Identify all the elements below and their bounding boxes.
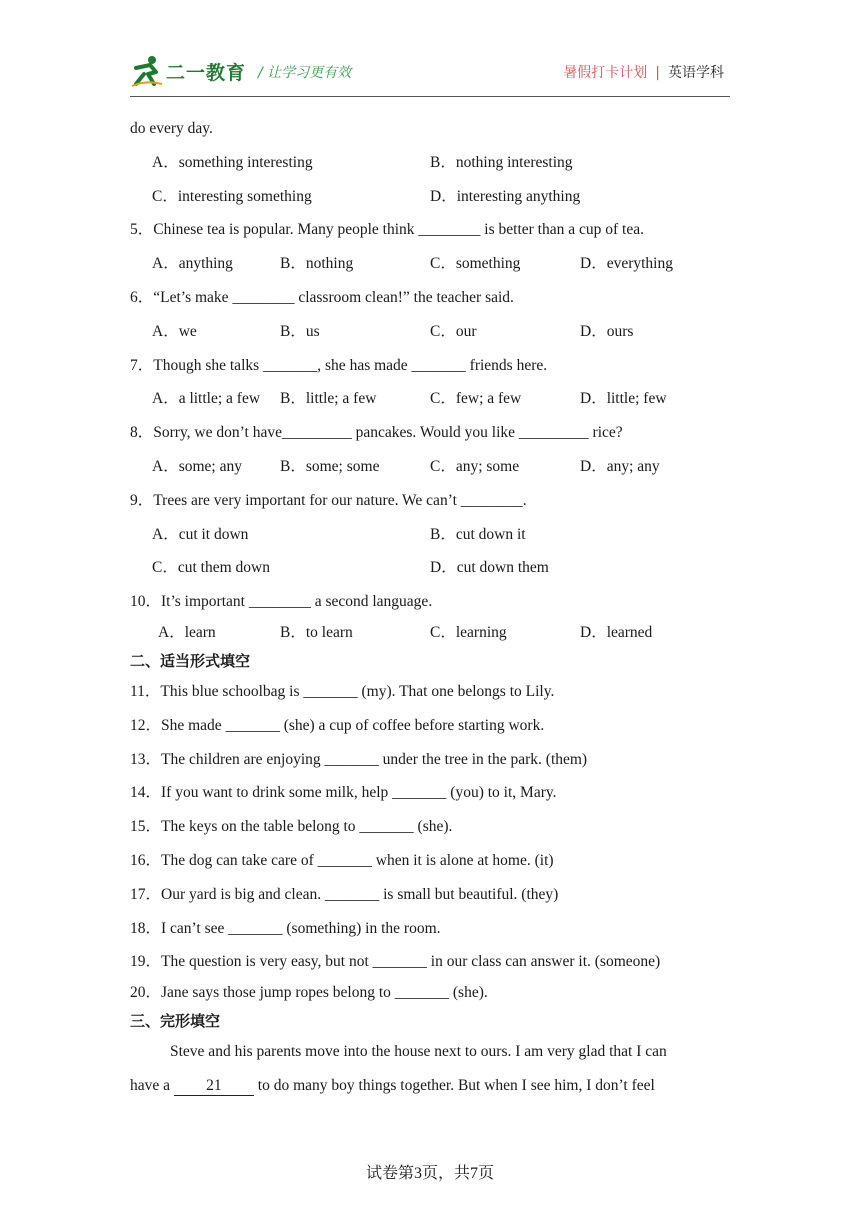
fill-question: 15．The keys on the table belong to _______ (she). <box>130 818 453 836</box>
option: C．something <box>430 255 521 273</box>
cloze-line-2 <box>130 1069 740 1103</box>
option: B．to learn <box>280 623 353 641</box>
option: D．any; any <box>580 457 660 475</box>
option: B．us <box>280 322 320 340</box>
question-10: 10．It’s important ________ a second language. <box>130 593 433 611</box>
option: A．something interesting <box>152 153 313 171</box>
fill-question: 12．She made _______ (she) a cup of coffee before starting work. <box>130 716 545 734</box>
question-5: 5．Chinese tea is popular. Many people think ________ is better than a cup of tea. <box>130 221 644 239</box>
question-7-options <box>130 382 740 416</box>
option: D．learned <box>580 623 653 641</box>
option: B．little; a few <box>280 390 377 408</box>
brand-name: 二一教育 <box>166 61 247 84</box>
question-10-options <box>130 619 740 647</box>
option: D．interesting anything <box>430 187 581 205</box>
option: C．few; a few <box>430 390 522 408</box>
cloze-line-1: Steve and his parents move into the house next to ours. I am very glad that I can <box>170 1043 667 1061</box>
option: D．little; few <box>580 390 667 408</box>
header-separator: | <box>655 65 660 81</box>
option: D．everything <box>580 255 673 273</box>
header-right <box>563 62 724 82</box>
option: B．some; some <box>280 457 380 475</box>
cloze-text: to do many boy things together. But when I see him, I don’t feel <box>253 1076 655 1094</box>
question-9: 9．Trees are very important for our nature. We can’t ________. <box>130 491 527 509</box>
question-4-options-row1 <box>130 146 740 180</box>
question-5-options <box>130 247 740 281</box>
option: C．our <box>430 322 477 340</box>
question-8: 8．Sorry, we don’t have_________ pancakes. Would you like _________ rice? <box>130 424 623 442</box>
section-2-title: 二、适当形式填空 <box>130 651 251 670</box>
option: D．cut down them <box>430 559 549 577</box>
question-6: 6．“Let’s make ________ classroom clean!” the teacher said. <box>130 288 514 306</box>
cloze-text: have a <box>130 1076 174 1094</box>
plan-label: 暑假打卡计划 <box>563 65 648 81</box>
option: C．learning <box>430 623 507 641</box>
option: B．cut down it <box>430 525 526 543</box>
logo <box>130 54 246 88</box>
option: D．ours <box>580 322 634 340</box>
fill-question: 17．Our yard is big and clean. _______ is small but beautiful. (they) <box>130 885 559 903</box>
option: A．some; any <box>152 457 242 475</box>
fill-question: 13．The children are enjoying _______ under the tree in the park. (them) <box>130 750 588 768</box>
fill-question: 19．The question is very easy, but not _______ in our class can answer it. (someone) <box>130 953 661 971</box>
option: C．cut them down <box>152 559 270 577</box>
slogan: / 让学习更有效 <box>258 65 352 81</box>
question-4-stem-end: do every day. <box>130 120 213 137</box>
question-9-options-row2 <box>130 551 740 585</box>
fill-question: 16．The dog can take care of _______ when it is alone at home. (it) <box>130 851 554 869</box>
option: C．any; some <box>430 457 520 475</box>
option: A．anything <box>152 255 233 273</box>
fill-question: 20．Jane says those jump ropes belong to _______ (she). <box>130 984 488 1002</box>
option: A．a little; a few <box>152 390 261 408</box>
page-header <box>130 52 730 96</box>
header-divider <box>130 96 730 97</box>
option: A．learn <box>158 623 216 641</box>
question-4-options-row2 <box>130 180 740 214</box>
question-6-options <box>130 315 740 349</box>
fill-question: 14．If you want to drink some milk, help _______ (you) to it, Mary. <box>130 784 557 802</box>
fill-question: 18．I can’t see _______ (something) in the room. <box>130 919 441 937</box>
fill-question: 11．This blue schoolbag is _______ (my). That one belongs to Lily. <box>130 682 555 700</box>
section-3-title: 三、完形填空 <box>130 1012 221 1031</box>
option: A．cut it down <box>152 525 249 543</box>
question-8-options <box>130 450 740 484</box>
question-7: 7．Though she talks _______, she has made _______ friends here. <box>130 356 548 374</box>
page-footer: 试卷第3页，共7页 <box>365 1165 494 1182</box>
option: B．nothing interesting <box>430 153 573 171</box>
option: C．interesting something <box>152 187 312 205</box>
cloze-blank-21: 21 <box>174 1077 254 1096</box>
runner-logo-icon <box>130 54 164 88</box>
option: B．nothing <box>280 255 354 273</box>
subject-label: 英语学科 <box>668 65 724 81</box>
question-9-options-row1 <box>130 518 740 552</box>
page-content <box>130 112 740 1103</box>
option: A．we <box>152 322 197 340</box>
